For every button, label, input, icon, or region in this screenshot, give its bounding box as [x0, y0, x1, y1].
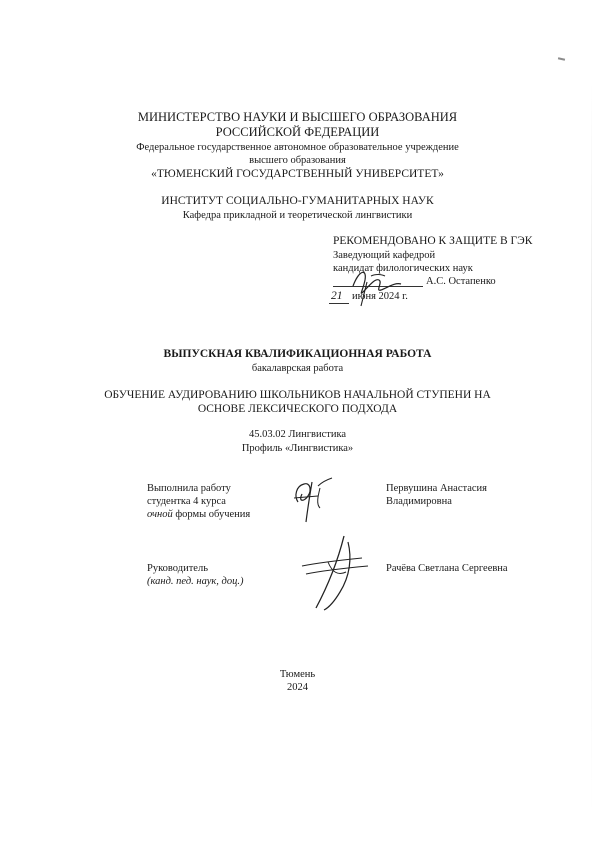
approval-date-day: 21 [331, 290, 343, 302]
institute-name: ИНСТИТУТ СОЦИАЛЬНО-ГУМАНИТАРНЫХ НАУК [161, 195, 434, 207]
approval-head-name: А.С. Остапенко [426, 276, 496, 287]
ministry-line-2: РОССИЙСКОЙ ФЕДЕРАЦИИ [215, 125, 380, 139]
author-signature [288, 472, 338, 530]
author-name-line-1: Первушина Анастасия [386, 483, 487, 494]
supervisor-label: Руководитель [147, 563, 208, 574]
footer-city: Тюмень [279, 669, 316, 680]
footer-year: 2024 [287, 682, 308, 693]
approval-head-role: Заведующий кафедрой [333, 250, 436, 261]
approval-title: РЕКОМЕНДОВАНО К ЗАЩИТЕ В ГЭК [333, 235, 533, 247]
specialty-code: 45.03.02 Лингвистика [248, 429, 347, 440]
work-subtype: бакалаврская работа [251, 363, 344, 374]
university-name: «ТЮМЕНСКИЙ ГОСУДАРСТВЕННЫЙ УНИВЕРСИТЕТ» [151, 168, 444, 180]
scan-speck [558, 57, 565, 60]
supervisor-name: Рачёва Светлана Сергеевна [386, 563, 508, 574]
supervisor-degree: (канд. пед. наук, доц.) [147, 576, 244, 587]
department-name: Кафедра прикладной и теоретической лингвистики [182, 210, 413, 221]
approval-head-degree: кандидат филологических наук [333, 263, 473, 274]
supervisor-signature [298, 532, 383, 614]
institution-line-2: высшего образования [249, 155, 346, 166]
study-form-rest: формы обучения [172, 509, 251, 520]
author-label-line-1: Выполнила работу [147, 483, 231, 494]
work-title-line-1: ОБУЧЕНИЕ АУДИРОВАНИЮ ШКОЛЬНИКОВ НАЧАЛЬНОЙ СТУПЕНИ НА [104, 389, 491, 401]
specialty-profile: Профиль «Лингвистика» [241, 443, 354, 454]
author-label-line-3 [147, 508, 250, 521]
institution-line-1: Федеральное государственное автономное образовательное учреждение [136, 142, 459, 153]
ministry-line-1: МИНИСТЕРСТВО НАУКИ И ВЫСШЕГО ОБРАЗОВАНИЯ [137, 110, 458, 124]
author-name-line-2: Владимировна [386, 496, 452, 507]
approval-date-rest: июня 2024 г. [352, 291, 408, 302]
head-signature [345, 262, 415, 312]
study-form: очной [147, 509, 173, 520]
author-label-line-2: студентка 4 курса [147, 496, 226, 507]
work-type: ВЫПУСКНАЯ КВАЛИФИКАЦИОННАЯ РАБОТА [163, 348, 432, 360]
work-title-line-2: ОСНОВЕ ЛЕКСИЧЕСКОГО ПОДХОДА [197, 403, 398, 415]
